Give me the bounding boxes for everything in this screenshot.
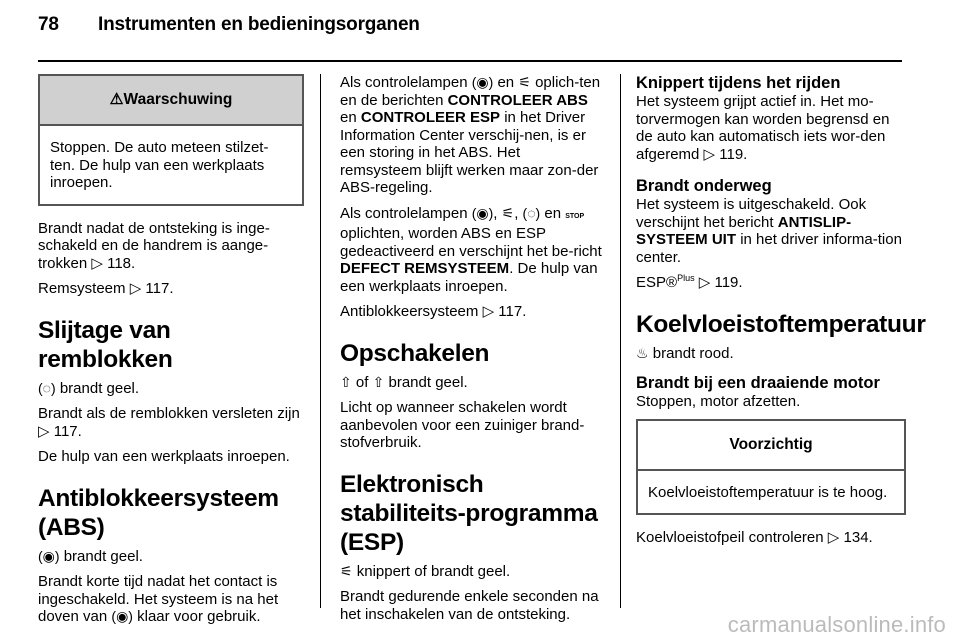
section-heading-brake-pads: Slijtage van remblokken bbox=[38, 316, 173, 373]
paragraph: Licht op wanneer schakelen wordt aanbevolen voor een zuiniger brand-stofverbruik. bbox=[340, 399, 585, 451]
paragraph: De hulp van een werkplaats inroepen. bbox=[38, 448, 290, 465]
ref-arrow-icon: ▷ bbox=[129, 280, 142, 297]
paragraph: Brandt gedurende enkele seconden na het inschakelen van de ontsteking. bbox=[340, 588, 599, 623]
warning-text: Stoppen. De auto meteen stilzet-ten. De hulp van een werkplaats inroepen. bbox=[50, 139, 269, 191]
column-2 bbox=[340, 74, 604, 631]
caution-title: Voorzichtig bbox=[638, 421, 904, 471]
column-3 bbox=[636, 74, 926, 555]
ref-arrow-icon: ▷ bbox=[91, 254, 103, 272]
text: klaar voor gebruik. bbox=[137, 608, 261, 625]
text: Het systeem is uitgeschakeld. Ook verschijnt het bericht bbox=[636, 196, 867, 231]
caution-text: Koelvloeistoftemperatuur is te hoog. bbox=[648, 483, 888, 501]
text: brandt geel. bbox=[59, 379, 140, 397]
paragraph bbox=[636, 196, 906, 266]
paragraph bbox=[636, 93, 906, 163]
text: . De hulp van een werkplaats inroepen. bbox=[340, 260, 598, 295]
text: ESP® bbox=[636, 274, 678, 291]
section-heading-shift: Opschakelen bbox=[340, 339, 490, 367]
page-ref: 119. bbox=[719, 145, 748, 163]
ref-arrow-icon: ▷ bbox=[827, 529, 840, 546]
text: Het systeem grijpt actief in. Het mo-torvermogen kan worden begrensd en de auto kan automatisch iets wor-den afgeremd bbox=[636, 93, 890, 163]
warning-title: Waarschuwing bbox=[123, 91, 233, 108]
esp-car-icon: ⚟ bbox=[501, 204, 515, 221]
page-number: 78 bbox=[38, 14, 59, 35]
text: knippert of brandt geel. bbox=[356, 562, 511, 580]
column-1 bbox=[38, 74, 304, 634]
paragraph bbox=[636, 345, 906, 363]
abs-icon: (◉) bbox=[471, 204, 494, 221]
paragraph: Stoppen, motor afzetten. bbox=[636, 393, 801, 410]
section-heading-abs: Antiblokkeersysteem (ABS) bbox=[38, 484, 279, 541]
warning-header bbox=[40, 76, 302, 126]
ref-arrow-icon: ▷ bbox=[698, 274, 711, 291]
text: Antiblokkeersysteem bbox=[340, 303, 479, 320]
shift-up-icon: ⇧ bbox=[340, 373, 352, 390]
text: Koelvloeistofpeil controleren bbox=[636, 529, 824, 546]
page-ref: 117. bbox=[145, 280, 174, 297]
paragraph bbox=[636, 529, 906, 547]
brake-pad-icon: (◌) bbox=[38, 379, 56, 396]
text: Brandt als de remblokken versleten zijn bbox=[38, 405, 300, 422]
paragraph: Als controlelampen (◉), ⚟, (◌) en STOP oplichten, worden ABS en ESP gedeactiveerd en verschijnt het be-richt DEFECT REMSYSTEEM. De hulp van een werkplaats inroepen. bbox=[340, 204, 602, 295]
subheading-lit-while-driving: Brandt onderweg bbox=[636, 177, 772, 195]
text: CONTROLEER ABS bbox=[447, 91, 588, 109]
paragraph bbox=[340, 303, 604, 321]
page-ref: 117. bbox=[498, 303, 527, 320]
stop-icon: STOP bbox=[565, 212, 585, 220]
esp-car-icon: ⚟ bbox=[518, 74, 531, 90]
warning-box bbox=[38, 74, 304, 206]
brake-pad-icon: (◌) bbox=[522, 204, 541, 221]
text: of bbox=[355, 373, 369, 391]
subheading-blinking: Knippert tijdens het rijden bbox=[636, 74, 841, 92]
abs-icon: (◉) bbox=[38, 547, 60, 564]
subheading-engine-running: Brandt bij een draaiende motor bbox=[636, 374, 880, 392]
text: oplich-ten en de berichten bbox=[340, 74, 601, 109]
paragraph bbox=[38, 220, 304, 273]
text: DEFECT REMSYSTEEM bbox=[340, 260, 510, 277]
shift-up-icon: ⇧ bbox=[372, 373, 385, 390]
text: Als controlelampen bbox=[340, 74, 468, 91]
text: en bbox=[497, 74, 515, 91]
page-header bbox=[38, 14, 420, 36]
paragraph bbox=[38, 405, 304, 440]
text: in het Driver Information Center verschij-nen, is er een storing in het ABS. Het remsysteem blijft werken maar zon-der ABS-regeling. bbox=[340, 109, 599, 196]
text: en bbox=[340, 109, 357, 126]
text: en bbox=[544, 204, 562, 222]
page-ref: 118. bbox=[107, 254, 136, 272]
paragraph bbox=[340, 74, 604, 197]
text: brandt rood. bbox=[652, 344, 734, 362]
text: oplichten, worden ABS en ESP gedeactiveerd en verschijnt het be-richt bbox=[340, 225, 602, 260]
text: in het driver informa-tion center. bbox=[636, 231, 902, 266]
text: Remsysteem bbox=[38, 280, 126, 297]
text: Brandt korte tijd nadat het contact is ingeschakeld. Het systeem is na het doven van bbox=[38, 573, 279, 625]
column-divider bbox=[620, 74, 621, 608]
paragraph bbox=[340, 374, 604, 392]
abs-icon: (◉) bbox=[111, 608, 133, 624]
header-rule bbox=[38, 60, 902, 62]
text: CONTROLEER ESP bbox=[360, 109, 501, 126]
paragraph bbox=[38, 280, 304, 298]
section-heading-coolant: Koelvloeistoftemperatuur bbox=[636, 310, 926, 338]
text: Als controlelampen bbox=[340, 204, 468, 222]
paragraph bbox=[38, 380, 304, 398]
abs-icon: (◉) bbox=[471, 74, 494, 90]
warning-triangle-icon: ⚠ bbox=[109, 91, 124, 108]
text: brandt geel. bbox=[63, 547, 143, 565]
caution-box bbox=[636, 419, 906, 516]
page-ref: 134. bbox=[843, 529, 873, 546]
ref-arrow-icon: ▷ bbox=[703, 145, 716, 163]
ref-arrow-icon: ▷ bbox=[38, 422, 50, 440]
coolant-temperature-icon: ♨ bbox=[636, 344, 649, 361]
esp-car-icon: ⚟ bbox=[340, 562, 353, 579]
page-ref: 117. bbox=[53, 422, 82, 440]
page-ref: 119. bbox=[714, 274, 743, 291]
paragraph bbox=[340, 563, 604, 581]
ref-arrow-icon: ▷ bbox=[482, 303, 495, 320]
chapter-title: Instrumenten en bedieningsorganen bbox=[98, 14, 420, 35]
column-divider bbox=[320, 74, 321, 608]
section-heading-esp: Elektronisch stabiliteits-programma (ESP) bbox=[340, 470, 598, 556]
paragraph bbox=[38, 548, 304, 566]
paragraph bbox=[38, 573, 304, 626]
paragraph bbox=[636, 274, 906, 292]
text: brandt geel. bbox=[388, 373, 468, 391]
text: ANTISLIP-SYSTEEM UIT bbox=[636, 213, 852, 248]
text: Plus bbox=[677, 273, 695, 283]
watermark: carmanualsonline.info bbox=[727, 612, 946, 637]
text: Brandt nadat de ontsteking is inge-schakeld en de handrem is aange-trokken bbox=[38, 219, 270, 272]
